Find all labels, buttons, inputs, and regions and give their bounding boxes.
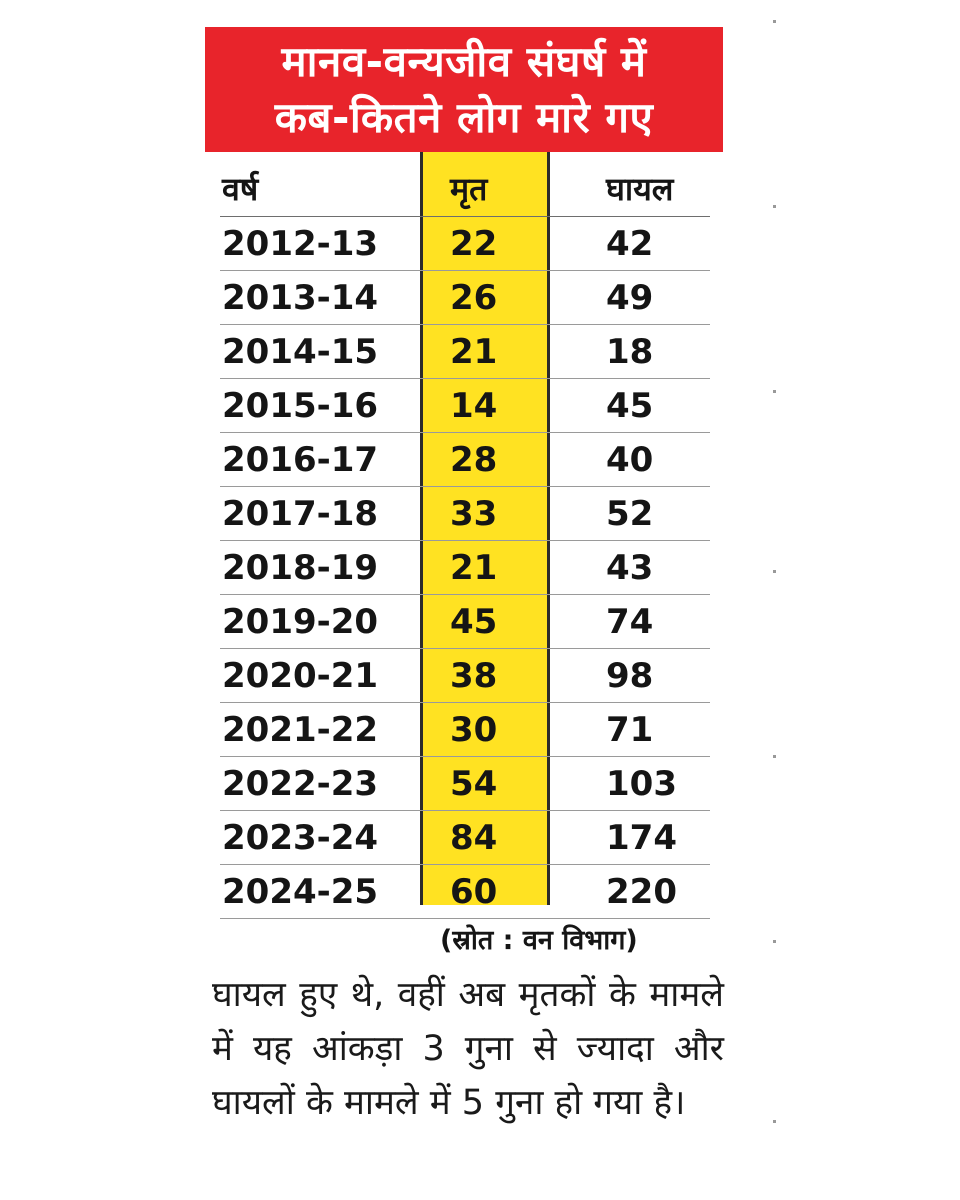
injured-cell: 98: [606, 655, 654, 696]
table-row: [220, 649, 710, 703]
dead-cell: 60: [450, 871, 498, 912]
dead-cell: 22: [450, 223, 498, 264]
year-cell: 2022-23: [222, 763, 379, 804]
year-cell: 2015-16: [222, 385, 379, 426]
year-cell: 2021-22: [222, 709, 379, 750]
edge-mark: [773, 205, 776, 208]
injured-cell: 103: [606, 763, 677, 804]
dead-cell: 54: [450, 763, 498, 804]
injured-cell: 42: [606, 223, 654, 264]
edge-mark: [773, 940, 776, 943]
dead-cell: 21: [450, 331, 498, 372]
dead-cell: 45: [450, 601, 498, 642]
table-row: [220, 271, 710, 325]
injured-cell: 40: [606, 439, 654, 480]
table-row: [220, 487, 710, 541]
year-cell: 2020-21: [222, 655, 379, 696]
header-injured: घायल: [606, 169, 674, 208]
table-row: [220, 811, 710, 865]
year-cell: 2016-17: [222, 439, 379, 480]
dead-cell: 38: [450, 655, 498, 696]
dead-cell: 84: [450, 817, 498, 858]
edge-mark: [773, 1120, 776, 1123]
page-edge-marks: [773, 10, 777, 1190]
injured-cell: 43: [606, 547, 654, 588]
table-body: [220, 217, 710, 919]
edge-mark: [773, 390, 776, 393]
year-cell: 2024-25: [222, 871, 379, 912]
dead-cell: 28: [450, 439, 498, 480]
dead-cell: 14: [450, 385, 498, 426]
table-header-row: [220, 160, 710, 217]
dead-cell: 33: [450, 493, 498, 534]
dead-cell: 30: [450, 709, 498, 750]
table-row: [220, 325, 710, 379]
table-row: [220, 757, 710, 811]
table-row: [220, 865, 710, 919]
dead-cell: 21: [450, 547, 498, 588]
header-dead: मृत: [450, 169, 488, 208]
injured-cell: 174: [606, 817, 677, 858]
table-row: [220, 595, 710, 649]
injured-cell: 71: [606, 709, 654, 750]
injured-cell: 45: [606, 385, 654, 426]
year-cell: 2017-18: [222, 493, 379, 534]
edge-mark: [773, 20, 776, 23]
title-line-2: कब-कितने लोग मारे गए: [274, 92, 654, 142]
title-line-1: मानव-वन्यजीव संघर्ष में: [281, 36, 647, 86]
year-cell: 2012-13: [222, 223, 379, 264]
title-banner: [205, 27, 723, 152]
source-note: (स्रोत : वन विभाग): [440, 925, 638, 956]
injured-cell: 74: [606, 601, 654, 642]
table-row: [220, 217, 710, 271]
injured-cell: 18: [606, 331, 654, 372]
year-cell: 2023-24: [222, 817, 379, 858]
edge-mark: [773, 755, 776, 758]
table-row: [220, 379, 710, 433]
dead-cell: 26: [450, 277, 498, 318]
table-row: [220, 703, 710, 757]
edge-mark: [773, 570, 776, 573]
year-cell: 2018-19: [222, 547, 379, 588]
table-row: [220, 541, 710, 595]
header-year: वर्ष: [222, 169, 259, 208]
casualty-table: [220, 160, 710, 919]
table-row: [220, 433, 710, 487]
year-cell: 2014-15: [222, 331, 379, 372]
injured-cell: 220: [606, 871, 677, 912]
injured-cell: 52: [606, 493, 654, 534]
year-cell: 2013-14: [222, 277, 379, 318]
injured-cell: 49: [606, 277, 654, 318]
year-cell: 2019-20: [222, 601, 379, 642]
article-text: घायल हुए थे, वहीं अब मृतकों के मामले में यह आंकड़ा 3 गुना से ज्यादा और घायलों के मामले में 5 गुना हो गया है।: [212, 975, 724, 1123]
